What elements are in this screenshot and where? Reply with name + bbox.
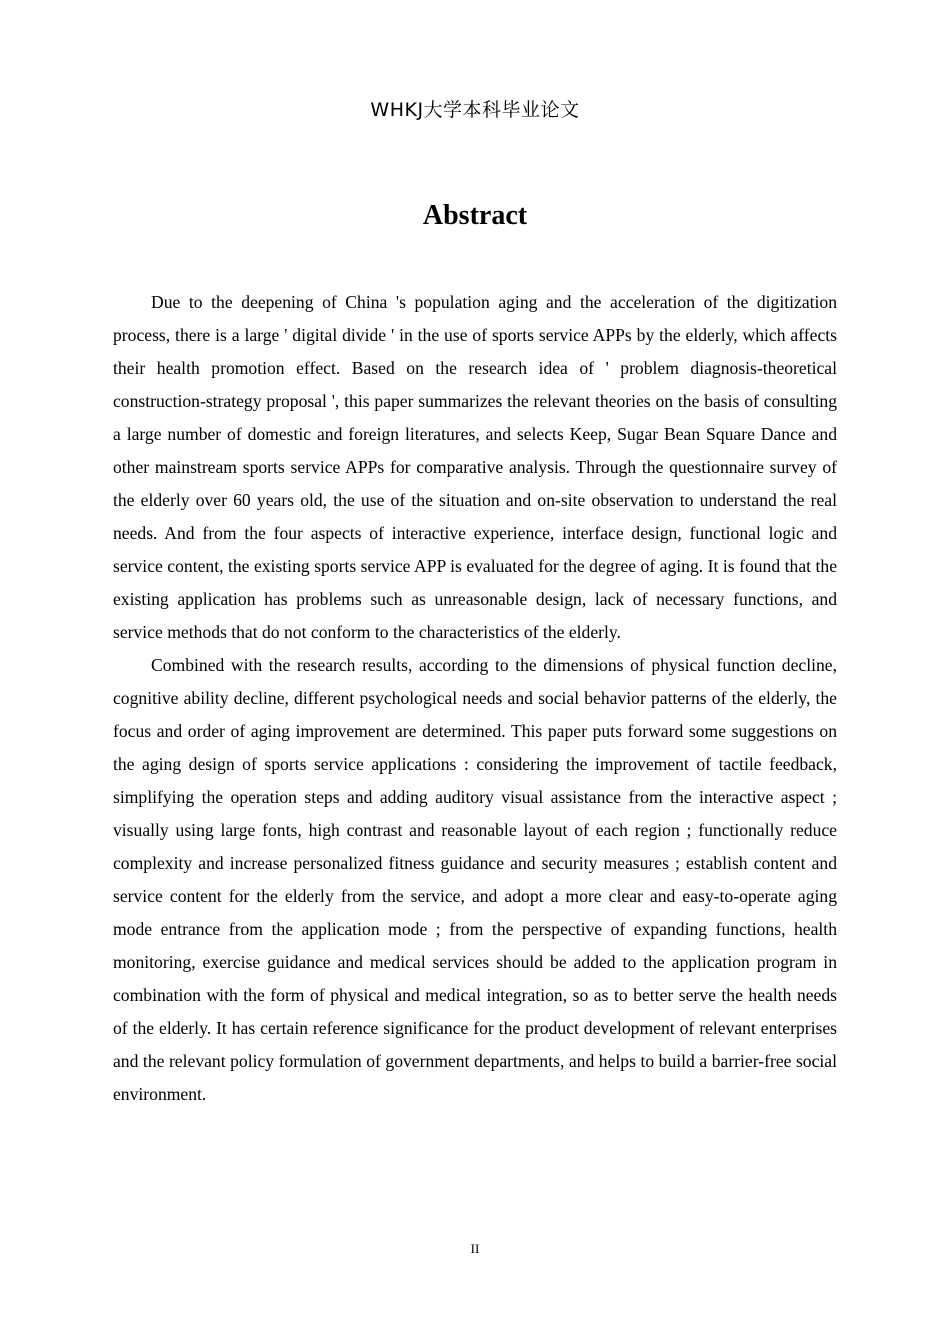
abstract-body bbox=[113, 286, 837, 1111]
page-number: II bbox=[470, 1241, 480, 1256]
abstract-paragraph-1: Due to the deepening of China 's population aging and the acceleration of the digitization process, there is a large ' digital divide ' in the use of sports service APPs by the elderly, which affects their health promotion effect. Based on the research idea of ' problem diagnosis-theoretical construction-strategy proposal ', this paper summarizes the relevant theories on the basis of consulting a large number of domestic and foreign literatures, and selects Keep, Sugar Bean Square Dance and other mainstream sports service APPs for comparative analysis. Through the questionnaire survey of the elderly over 60 years old, the use of the situation and on-site observation to understand the real needs. And from the four aspects of interactive experience, interface design, functional logic and service content, the existing sports service APP is evaluated for the degree of aging. It is found that the existing application has problems such as unreasonable design, lack of necessary functions, and service methods that do not conform to the characteristics of the elderly. bbox=[113, 292, 837, 642]
running-header: WHKJ大学本科毕业论文 bbox=[370, 99, 580, 121]
abstract-paragraph-2: Combined with the research results, according to the dimensions of physical function decline, cognitive ability decline, different psychological needs and social behavior patterns of the elderly, the focus and order of aging improvement are determined. This paper puts forward some suggestions on the aging design of sports service applications : considering the improvement of tactile feedback, simplifying the operation steps and adding auditory visual assistance from the interactive aspect ; visually using large fonts, high contrast and reasonable layout of each region ; functionally reduce complexity and increase personalized fitness guidance and security measures ; establish content and service content for the elderly from the service, and adopt a more clear and easy-to-operate aging mode entrance from the application mode ; from the perspective of expanding functions, health monitoring, exercise guidance and medical services should be added to the application program in combination with the form of physical and medical integration, so as to better serve the health needs of the elderly. It has certain reference significance for the product development of relevant enterprises and the relevant policy formulation of government departments, and helps to build a barrier-free social environment. bbox=[113, 655, 837, 1104]
section-title: Abstract bbox=[422, 200, 528, 231]
